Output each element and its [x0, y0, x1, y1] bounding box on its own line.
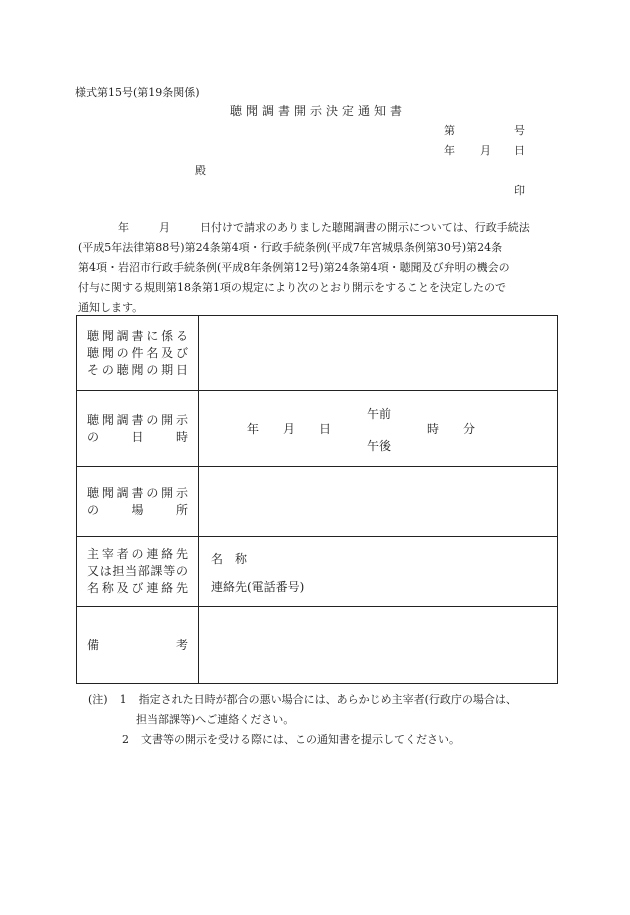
value-datetime — [199, 391, 558, 467]
label-remarks — [77, 607, 199, 684]
label-datetime-line-1: 聴聞調書の開示 — [87, 412, 188, 427]
label-contact-line-3: 名称及び連絡先 — [87, 581, 188, 595]
note-1-text-2: 担当部課等)へご連絡ください。 — [136, 713, 295, 726]
label-datetime-line-2: の 日 時 — [87, 429, 188, 444]
note-1 — [88, 690, 517, 710]
body-month: 月 — [159, 221, 170, 234]
datetime-day: 日 — [319, 422, 332, 436]
value-subject — [199, 316, 558, 391]
label-place-line-2: の 場 所 — [87, 502, 188, 517]
notes — [88, 690, 517, 750]
datetime-minute: 分 — [463, 422, 476, 436]
label-place — [77, 467, 199, 537]
form-number-label: 様式第15号(第19条関係) — [75, 86, 200, 99]
label-subject-line-2: 聴聞の件名及び — [87, 345, 188, 360]
note-2-number: 2 — [122, 733, 129, 746]
table-row-contact — [77, 537, 558, 607]
datetime-hour: 時 — [427, 422, 440, 436]
number-suffix: 号 — [514, 124, 525, 137]
seal-mark: 印 — [514, 184, 525, 197]
note-1-number: 1 — [119, 693, 127, 706]
label-contact-line-2: 又は担当部課等の — [87, 564, 188, 578]
label-remarks-text: 備 考 — [87, 637, 188, 652]
note-2 — [88, 730, 517, 750]
label-datetime — [77, 391, 199, 467]
body-line-2: (平成5年法律第88号)第24条第4項・行政手続条例(平成7年宮城県条例第30号)第24条 — [78, 241, 503, 254]
table-row-place — [77, 467, 558, 537]
body-line-4: 付与に関する規則第18条第1項の規定により次のとおり開示をすることを決定したので — [78, 281, 506, 294]
value-place — [199, 467, 558, 537]
value-remarks — [199, 607, 558, 684]
body-line-1-text: 日付けで請求のありました聴聞調書の開示については、行政手続法 — [200, 221, 530, 234]
notes-prefix: (注) — [88, 693, 108, 706]
contact-name-label: 名 称 — [211, 552, 248, 566]
note-1-text-1: 指定された日時が都合の悪い場合には、あらかじめ主宰者(行政庁の場合は、 — [138, 693, 517, 706]
datetime-year: 年 — [247, 422, 260, 436]
label-subject-line-3: その聴聞の期日 — [87, 362, 188, 377]
note-2-text: 文書等の開示を受ける際には、この通知書を提示してください。 — [141, 733, 460, 746]
date-month: 月 — [480, 144, 491, 157]
addressee-honorific: 殿 — [195, 164, 206, 177]
label-subject-line-1: 聴聞調書に係る — [87, 328, 188, 343]
body-year: 年 — [118, 221, 129, 234]
value-contact — [199, 537, 558, 607]
label-contact — [77, 537, 199, 607]
date-day: 日 — [514, 144, 525, 157]
body-line-5: 通知します。 — [78, 301, 144, 314]
number-prefix: 第 — [444, 124, 455, 137]
body-line-1 — [78, 218, 560, 238]
label-place-line-1: 聴聞調書の開示 — [87, 485, 188, 500]
datetime-pm: 午後 — [367, 439, 392, 453]
table-row-remarks — [77, 607, 558, 684]
date-year: 年 — [444, 144, 455, 157]
document-title: 聴聞調書開示決定通知書 — [230, 104, 407, 118]
datetime-month: 月 — [283, 422, 296, 436]
datetime-am: 午前 — [367, 407, 392, 421]
contact-phone-label: 連絡先(電話番号) — [211, 580, 305, 594]
notice-body — [78, 218, 560, 318]
table-row-datetime — [77, 391, 558, 467]
label-subject — [77, 316, 199, 391]
table-row-subject — [77, 316, 558, 391]
notice-table — [76, 315, 558, 684]
label-contact-line-1: 主宰者の連絡先 — [87, 547, 188, 561]
body-line-3: 第4項・岩沼市行政手続条例(平成8年条例第12号)第24条第4項・聴聞及び弁明の機会の — [78, 261, 510, 274]
